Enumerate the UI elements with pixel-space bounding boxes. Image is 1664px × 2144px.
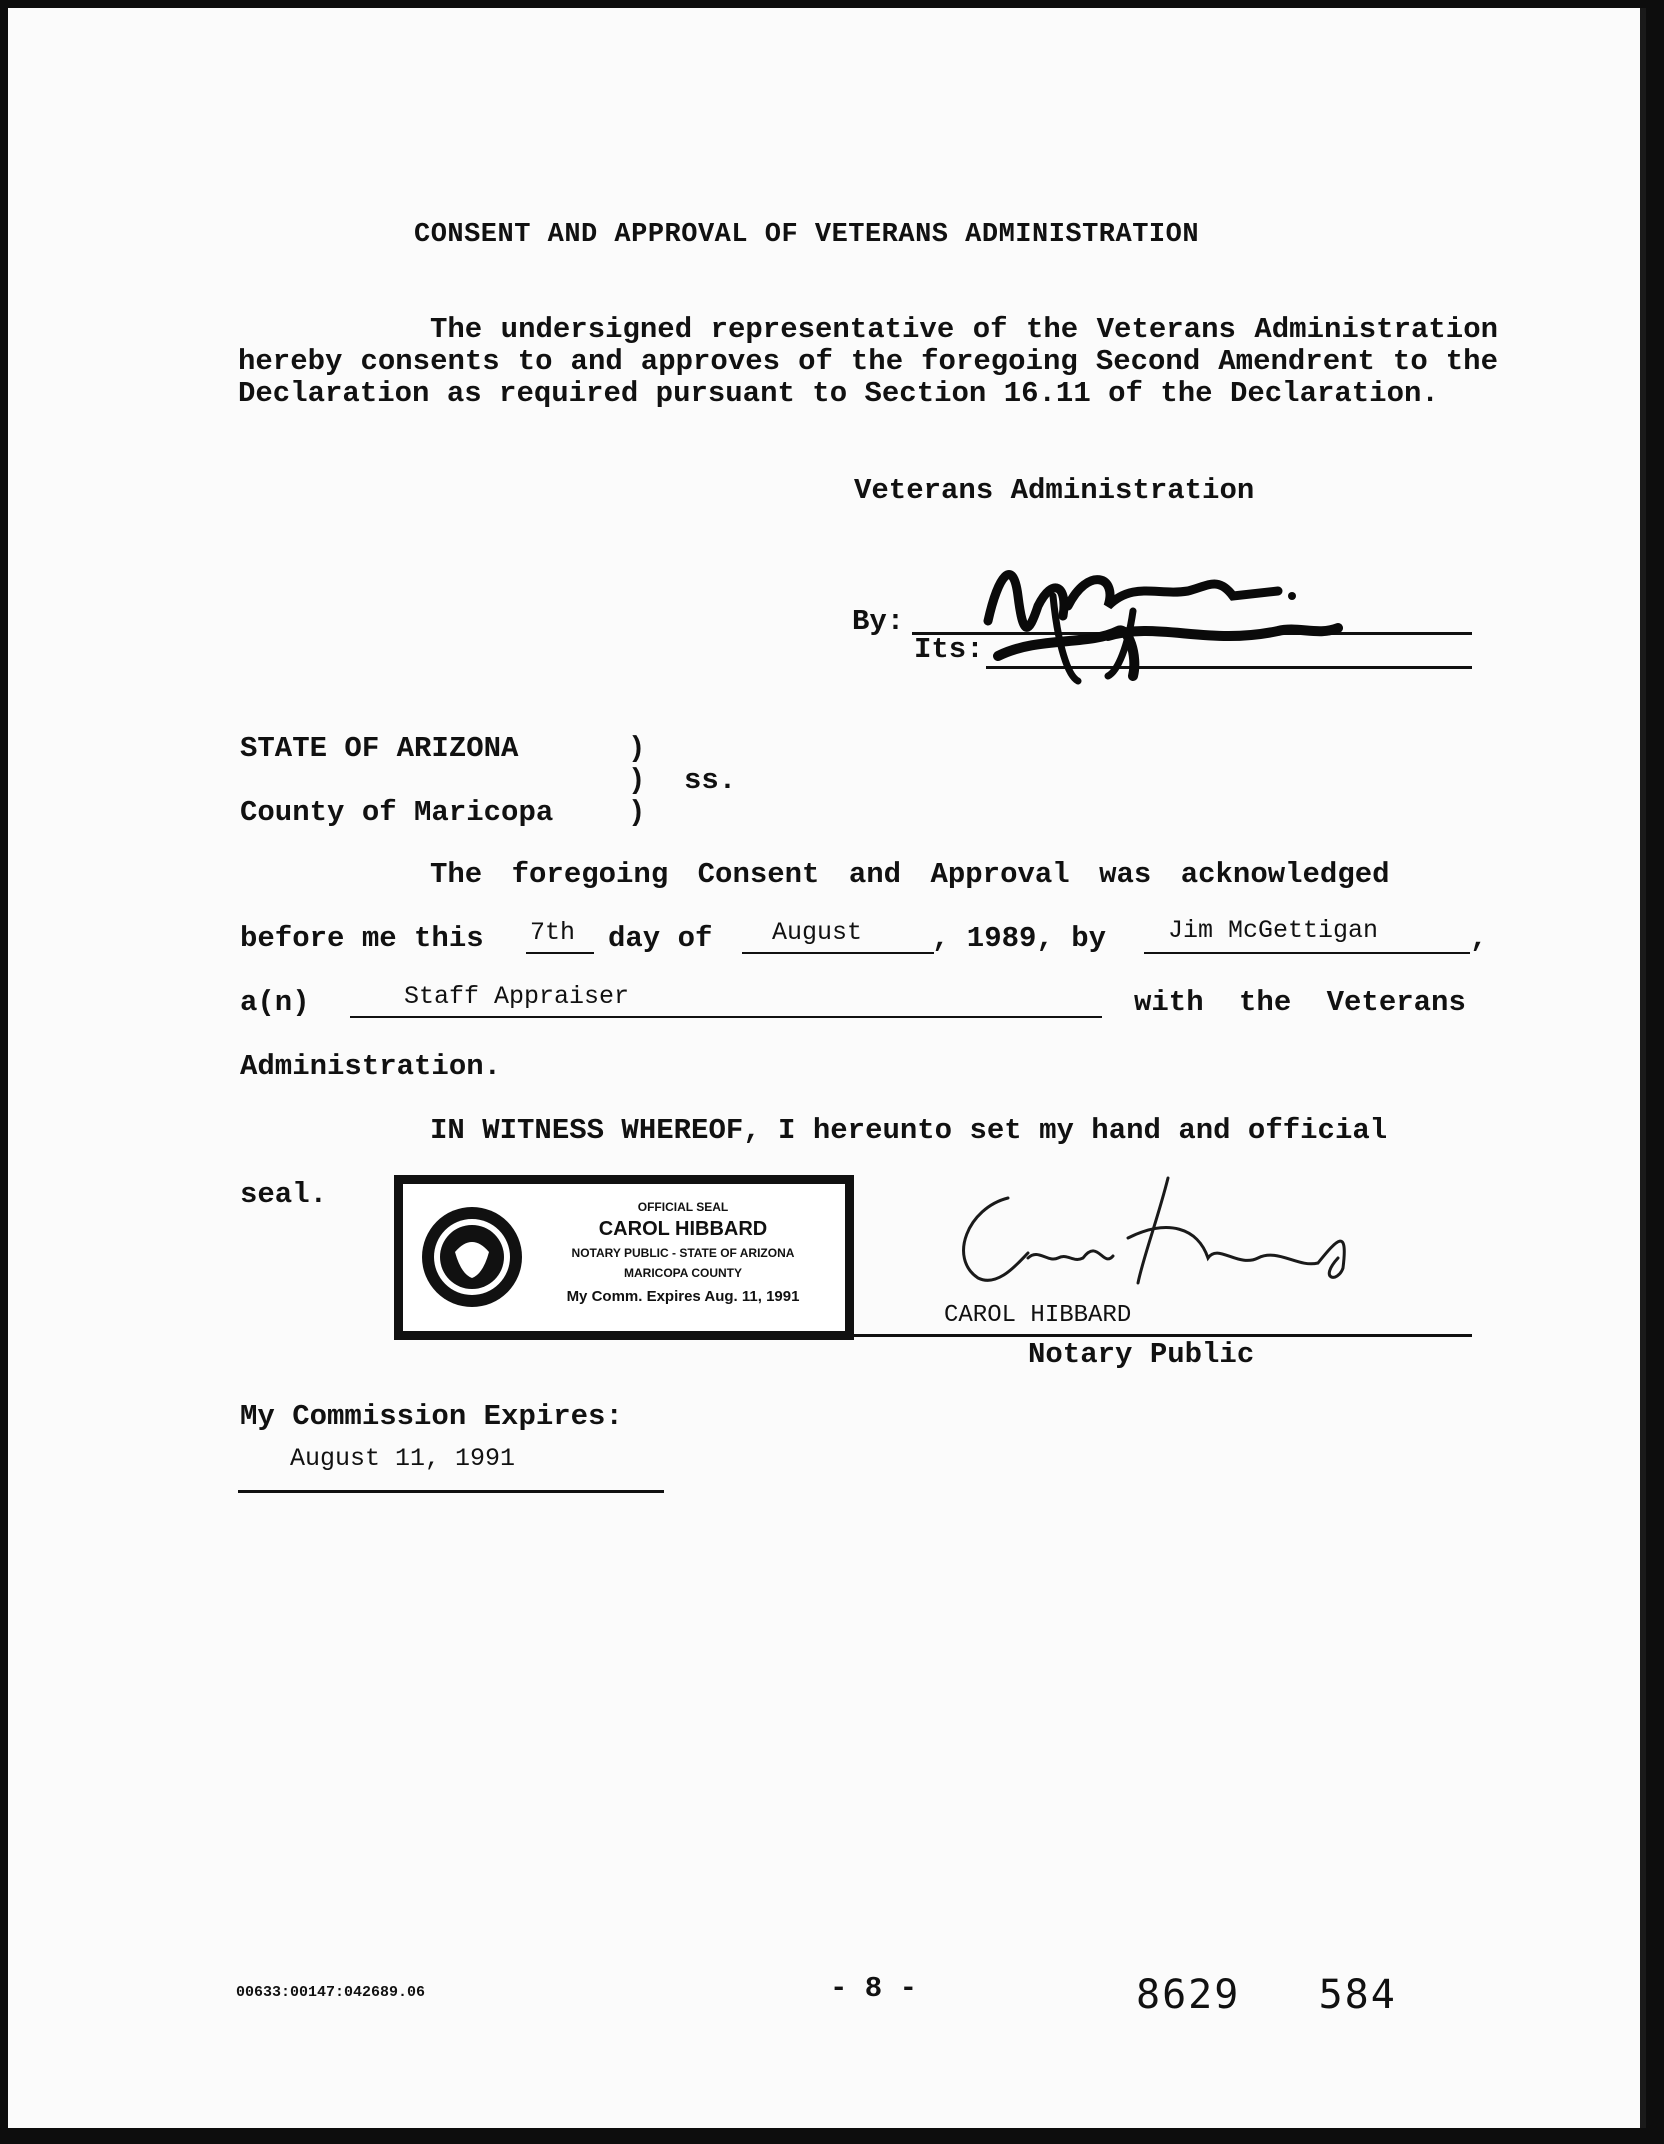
state-seal-emblem-icon bbox=[417, 1202, 527, 1312]
month-underline bbox=[742, 952, 934, 954]
commission-underline bbox=[238, 1490, 664, 1493]
document-page bbox=[8, 8, 1646, 2128]
seal-line-3: NOTARY PUBLIC - STATE OF ARIZONA bbox=[571, 1246, 795, 1260]
venue-paren-1: ) bbox=[628, 732, 646, 765]
commission-expires-date: August 11, 1991 bbox=[290, 1444, 516, 1473]
seal-word: seal. bbox=[240, 1178, 328, 1211]
venue-county: County of Maricopa bbox=[240, 796, 554, 829]
seal-line-5: My Comm. Expires Aug. 11, 1991 bbox=[566, 1288, 800, 1305]
seal-line-1: OFFICIAL SEAL bbox=[637, 1200, 729, 1214]
its-label: Its: bbox=[914, 633, 984, 666]
venue-state: STATE OF ARIZONA bbox=[240, 732, 519, 765]
page-number: - 8 - bbox=[830, 1972, 918, 2005]
acknowledgment-month: August bbox=[772, 918, 863, 947]
before-me-this-text: before me this bbox=[240, 922, 484, 955]
with-the-text: with the Veterans bbox=[1134, 986, 1466, 1019]
an-label: a(n) bbox=[240, 986, 310, 1019]
by-label: By: bbox=[852, 605, 905, 638]
body-paragraph: The undersigned representative of the Veterans Administration hereby consents to and approves of the foregoing Second Amendrent to the Declaration as required pursuant to Section 16.11 of the Declaration. bbox=[238, 313, 1498, 410]
representative-signature-image bbox=[958, 536, 1378, 686]
venue-paren-2: ) bbox=[628, 764, 646, 797]
acknowledgment-line-1: The foregoing Consent and Approval was acknowledged bbox=[430, 858, 1390, 891]
venue-paren-3: ) bbox=[628, 796, 646, 829]
recording-number: 8629 584 bbox=[1136, 1972, 1397, 2018]
signatory-organization: Veterans Administration bbox=[854, 474, 1255, 507]
notary-signature-image bbox=[938, 1168, 1398, 1318]
seal-line-4: MARICOPA COUNTY bbox=[624, 1266, 742, 1280]
acknowledgment-day: 7th bbox=[530, 918, 576, 947]
venue-ss: ss. bbox=[684, 764, 737, 797]
administration-text: Administration. bbox=[240, 1050, 502, 1083]
day-underline bbox=[526, 952, 594, 954]
day-of-text: day of bbox=[608, 922, 713, 955]
year-by-text: , 1989, by bbox=[932, 922, 1107, 955]
notary-name: CAROL HIBBARD bbox=[944, 1302, 1132, 1329]
document-title: CONSENT AND APPROVAL OF VETERANS ADMINISTRATION bbox=[414, 220, 1200, 250]
document-code: 00633:00147:042689.06 bbox=[236, 1984, 426, 2001]
witness-line: IN WITNESS WHEREOF, I hereunto set my hand and official bbox=[430, 1114, 1388, 1147]
notary-signature-line bbox=[854, 1334, 1472, 1337]
acknowledgment-position: Staff Appraiser bbox=[404, 982, 630, 1011]
name-comma: , bbox=[1470, 922, 1488, 955]
name-underline bbox=[1144, 952, 1470, 954]
position-underline bbox=[350, 1016, 1102, 1018]
notary-title: Notary Public bbox=[1028, 1338, 1255, 1371]
acknowledgment-name: Jim McGettigan bbox=[1168, 916, 1379, 945]
commission-expires-label: My Commission Expires: bbox=[240, 1400, 623, 1433]
seal-line-2: CAROL HIBBARD bbox=[598, 1218, 768, 1240]
official-seal-stamp bbox=[394, 1175, 854, 1340]
